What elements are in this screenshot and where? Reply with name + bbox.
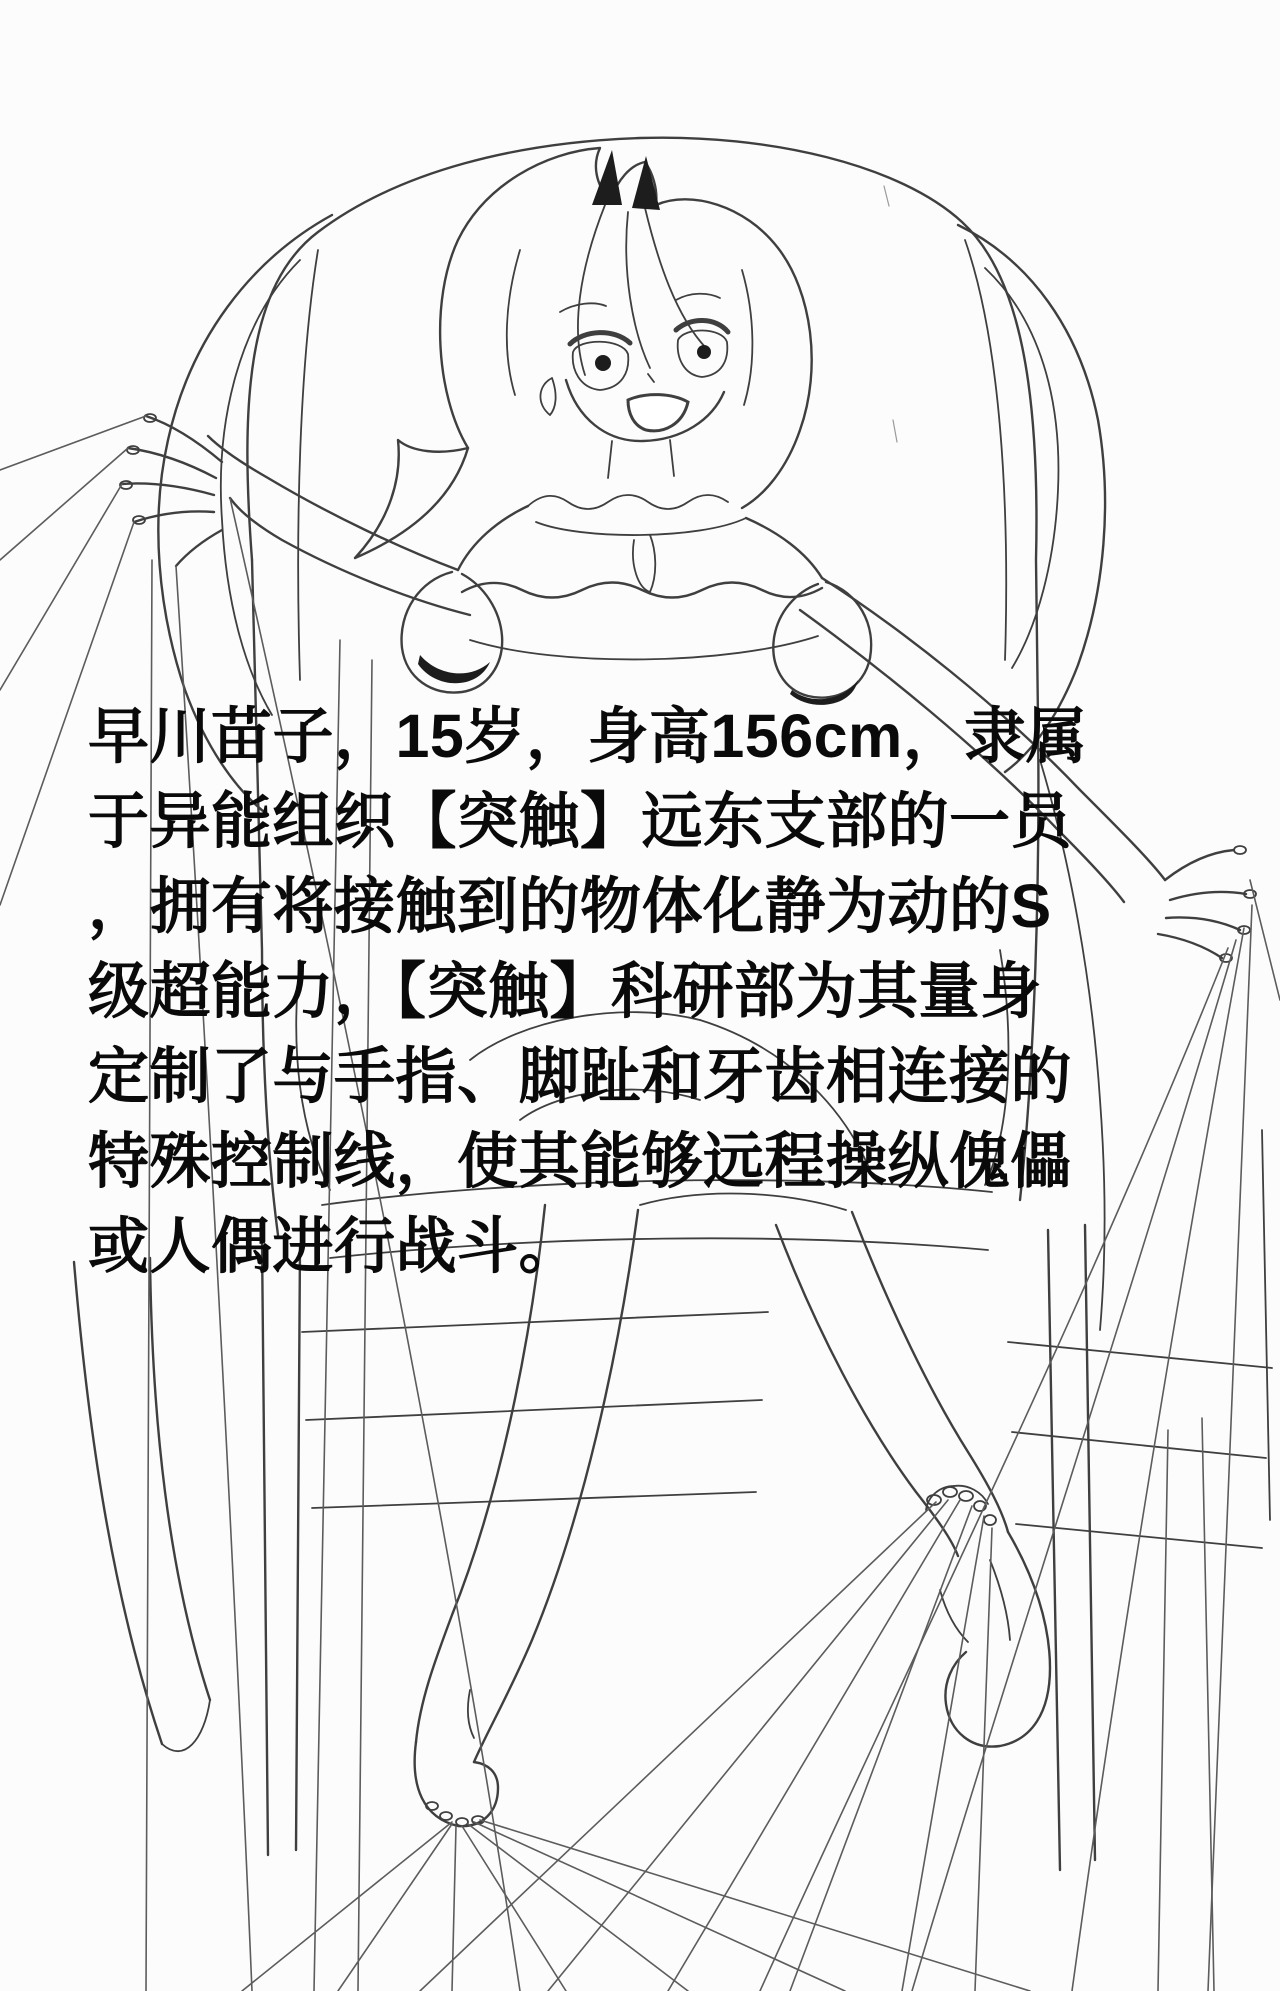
caption-line: 于异能组织【突触】远东支部的一员 <box>88 787 1073 855</box>
girl-head <box>355 148 812 558</box>
caption-line: ，拥有将接触到的物体化静为动的S <box>88 872 1052 940</box>
caption-line: 级超能力，【突触】科研部为其量身 <box>88 957 1042 1025</box>
caption-line: 早川苗子，15岁，身高156cm，隶属 <box>88 702 1088 770</box>
girl-legs <box>415 1205 1050 1826</box>
caption-line: 定制了与手指、脚趾和牙齿相连接的 <box>88 1042 1073 1110</box>
caption-line: 或人偶进行战斗。 <box>88 1212 581 1280</box>
caption-line: 特殊控制线，使其能够远程操纵傀儡 <box>88 1127 1073 1195</box>
character-caption <box>88 694 1218 1289</box>
